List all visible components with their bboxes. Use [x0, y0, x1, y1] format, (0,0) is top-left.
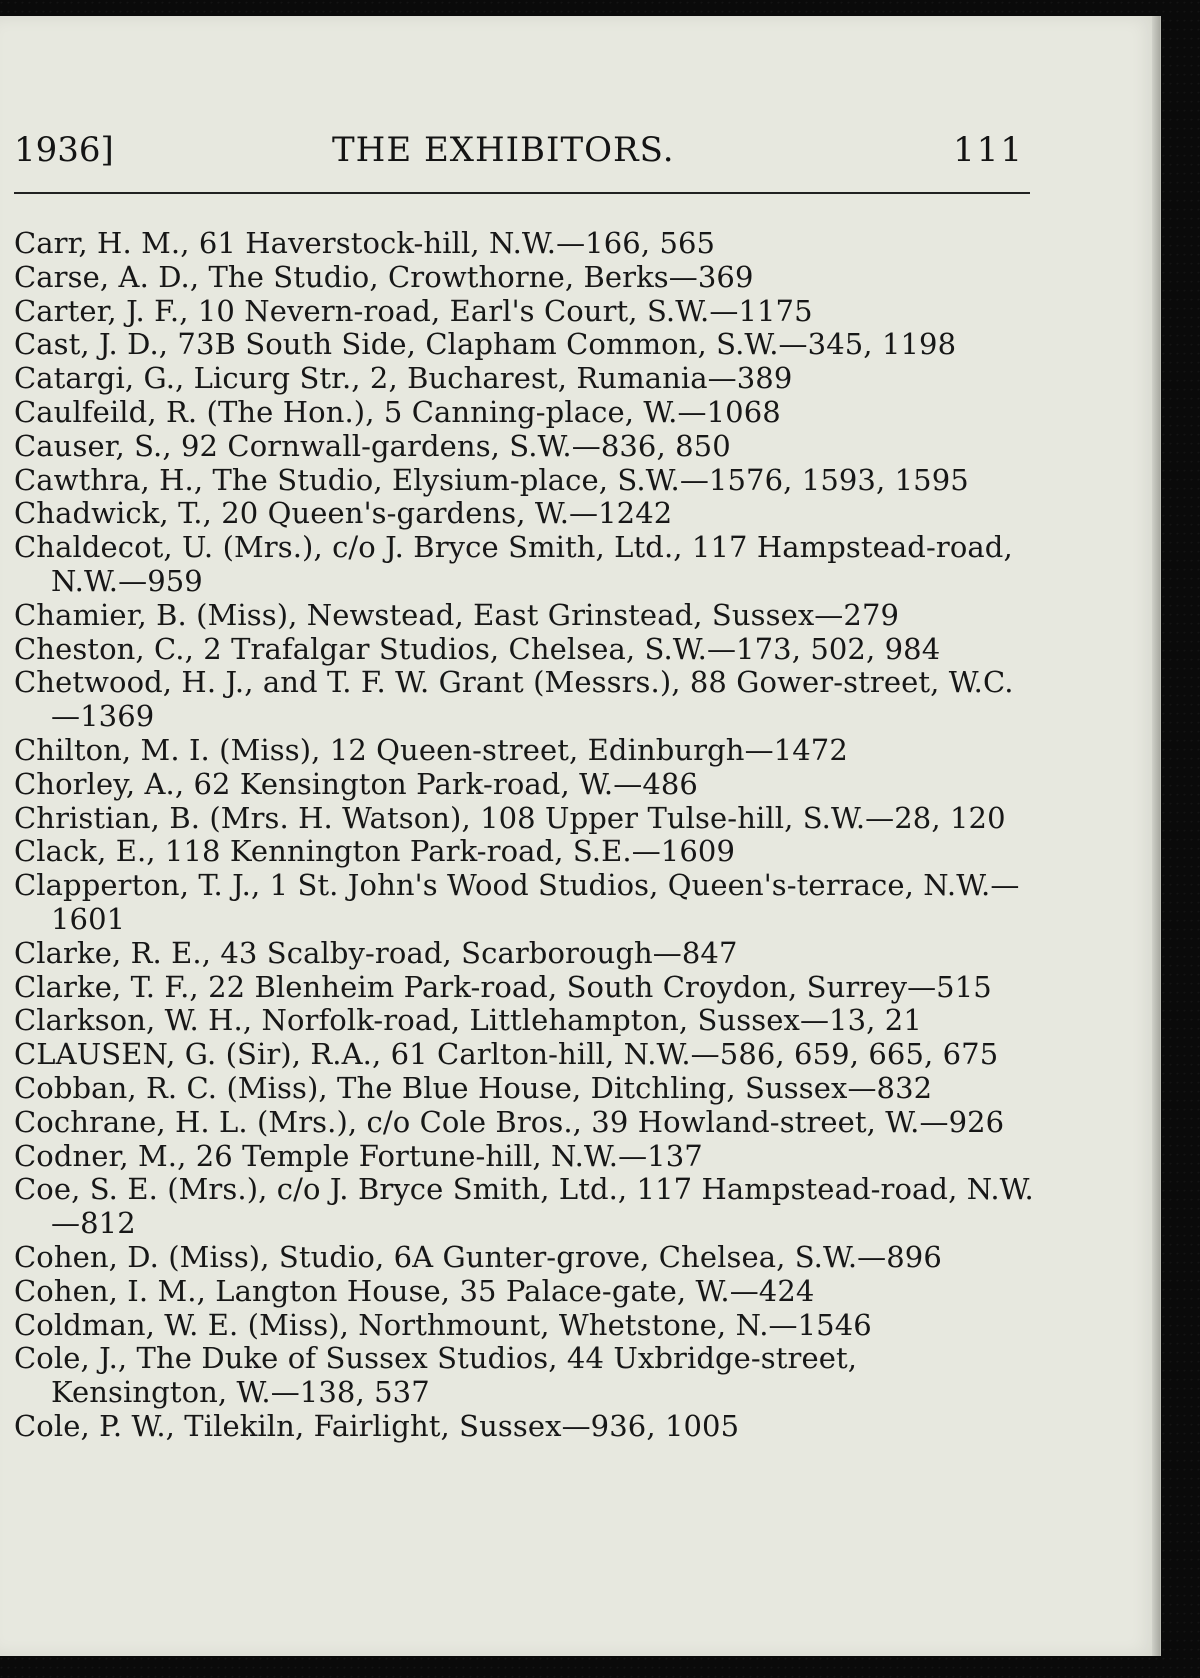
exhibitor-entry-clapperton: Clapperton, T. J., 1 St. John's Wood Studios, Queen's-terrace, N.W.—1601	[14, 868, 1020, 936]
exhibitor-entry-cole-p-w: Cole, P. W., Tilekiln, Fairlight, Sussex—936, 1005	[14, 1408, 740, 1443]
exhibitor-entry-coe: Coe, S. E. (Mrs.), c/o J. Bryce Smith, Ltd., 117 Hampstead-road, N.W.—812	[14, 1172, 1034, 1241]
exhibitor-entry-carr: Carr, H. M., 61 Haverstock-hill, N.W.—166, 565	[14, 226, 716, 260]
exhibitor-entry-chamier: Chamier, B. (Miss), Newstead, East Grinstead, Sussex—279	[14, 597, 900, 632]
exhibitor-entry-catargi: Catargi, G., Licurg Str., 2, Bucharest, Rumania—389	[14, 361, 793, 396]
header-title: THE EXHIBITORS.	[332, 130, 675, 170]
header-page-number: 111	[953, 130, 1024, 170]
exhibitor-entry-clausen: CLAUSEN, G. (Sir), R.A., 61 Carlton-hill, N.W.—586, 659, 665, 675	[14, 1037, 999, 1072]
exhibitor-entry-clarke-t-f: Clarke, T. F., 22 Blenheim Park-road, South Croydon, Surrey—515	[14, 969, 992, 1004]
page-paper	[0, 16, 1161, 1656]
exhibitor-entry-codner: Codner, M., 26 Temple Fortune-hill, N.W.—137	[14, 1138, 703, 1173]
exhibitor-entry-cawthra: Cawthra, H., The Studio, Elysium-place, S.W.—1576, 1593, 1595	[14, 462, 969, 497]
exhibitor-entry-chadwick: Chadwick, T., 20 Queen's-gardens, W.—1242	[14, 496, 673, 531]
page-edge	[1152, 16, 1160, 1656]
header-year: 1936]	[14, 130, 114, 170]
exhibitor-entry-cobban: Cobban, R. C. (Miss), The Blue House, Ditchling, Sussex—832	[14, 1070, 933, 1105]
exhibitor-list	[14, 227, 1036, 1444]
exhibitor-entry-chaldecot: Chaldecot, U. (Mrs.), c/o J. Bryce Smith, Ltd., 117 Hampstead-road, N.W.—959	[14, 530, 1013, 598]
exhibitor-entry-cochrane: Cochrane, H. L. (Mrs.), c/o Cole Bros., 39 Howland-street, W.—926	[14, 1104, 1005, 1139]
exhibitor-entry-clack: Clack, E., 118 Kennington Park-road, S.E.—1609	[14, 834, 736, 869]
exhibitor-entry-carse: Carse, A. D., The Studio, Crowthorne, Berks—369	[14, 259, 754, 294]
exhibitor-entry-chorley: Chorley, A., 62 Kensington Park-road, W.—486	[14, 766, 698, 801]
exhibitor-entry-chetwood: Chetwood, H. J., and T. F. W. Grant (Messrs.), 88 Gower-street, W.C.—1369	[14, 665, 1014, 734]
exhibitor-entry-clarkson: Clarkson, W. H., Norfolk-road, Littlehampton, Sussex—13, 21	[14, 1003, 922, 1038]
exhibitor-entry-christian: Christian, B. (Mrs. H. Watson), 108 Upper Tulse-hill, S.W.—28, 120	[14, 800, 1006, 835]
exhibitor-entry-clarke-r-e: Clarke, R. E., 43 Scalby-road, Scarborough—847	[14, 935, 738, 970]
exhibitor-entry-cheston: Cheston, C., 2 Trafalgar Studios, Chelsea, S.W.—173, 502, 984	[14, 631, 941, 666]
exhibitor-entry-cohen-i-m: Cohen, I. M., Langton House, 35 Palace-gate, W.—424	[14, 1273, 815, 1308]
running-head	[14, 128, 1030, 172]
exhibitor-entry-cast: Cast, J. D., 73B South Side, Clapham Common, S.W.—345, 1198	[14, 327, 957, 362]
exhibitor-entry-coldman: Coldman, W. E. (Miss), Northmount, Whetstone, N.—1546	[14, 1307, 872, 1342]
header-rule	[14, 192, 1030, 194]
exhibitor-entry-caulfeild: Caulfeild, R. (The Hon.), 5 Canning-place, W.—1068	[14, 394, 781, 429]
exhibitor-entry-causer: Causer, S., 92 Cornwall-gardens, S.W.—836, 850	[14, 428, 731, 463]
exhibitor-entry-cohen-d: Cohen, D. (Miss), Studio, 6A Gunter-grove, Chelsea, S.W.—896	[14, 1239, 942, 1274]
exhibitor-entry-cole-j: Cole, J., The Duke of Sussex Studios, 44 Uxbridge-street, Kensington, W.—138, 537	[14, 1341, 858, 1410]
exhibitor-entry-carter: Carter, J. F., 10 Nevern-road, Earl's Court, S.W.—1175	[14, 293, 813, 328]
exhibitor-entry-chilton: Chilton, M. I. (Miss), 12 Queen-street, Edinburgh—1472	[14, 732, 848, 767]
